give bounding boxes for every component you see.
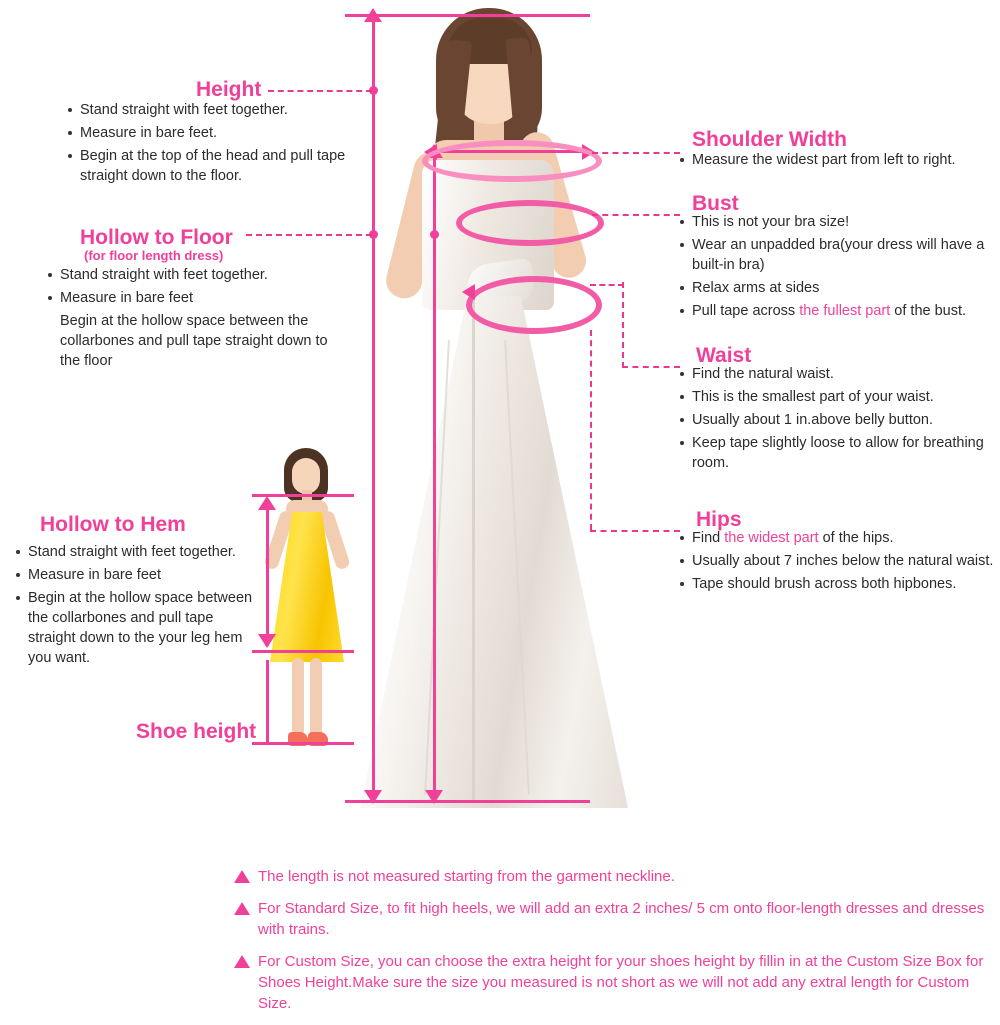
list-item: Measure in bare feet — [14, 565, 254, 585]
hollow-to-hem-heading: Hollow to Hem — [40, 513, 186, 536]
note-item — [232, 898, 992, 940]
list-item: Tape should brush across both hipbones. — [678, 574, 998, 594]
waist-bullet-list — [678, 364, 998, 476]
list-item: Stand straight with feet together. — [14, 542, 254, 562]
hollow-to-floor-bottom-arrow — [425, 790, 443, 804]
note-text: For Standard Size, to fit high heels, we will add an extra 2 inches/ 5 cm onto floor-length dresses and dresses with trains. — [258, 900, 985, 938]
shoulder-width-bullet-list — [678, 150, 998, 173]
bust-label-leader — [592, 214, 680, 216]
list-item: Begin at the hollow space between the collarbones and pull tape straight down to the your leg hem you want. — [14, 588, 254, 668]
list-item: Measure in bare feet. — [66, 123, 356, 143]
list-item: Stand straight with feet together. — [46, 265, 346, 285]
bust-bullet-list — [678, 212, 998, 324]
hollow-to-floor-subheading: (for floor length dress) — [84, 248, 224, 263]
shoe-height-heading: Shoe height — [136, 720, 257, 743]
hollow-to-floor-leader — [246, 234, 372, 236]
list-item: Measure the widest part from left to right. — [678, 150, 998, 170]
list-item: Wear an unpadded bra(your dress will have a built-in bra) — [678, 235, 998, 275]
bride-figure-illustration — [340, 0, 640, 820]
skirt-fold — [472, 300, 475, 800]
waist-label-leader — [622, 366, 680, 368]
shoulder-measuring-band — [422, 140, 602, 182]
height-axis-line — [372, 20, 375, 802]
list-item: This is the smallest part of your waist. — [678, 387, 998, 407]
hollow-to-hem-top-arrow — [258, 496, 276, 510]
warning-triangle-icon — [234, 870, 250, 883]
shoe-height-baseline — [252, 742, 354, 745]
hips-first-prefix: Find — [692, 530, 725, 546]
shoulder-width-heading: Shoulder Width — [692, 128, 847, 151]
model-face — [292, 458, 320, 494]
hollow-to-hem-axis — [266, 500, 269, 646]
shoulder-label-leader — [592, 152, 680, 154]
list-item: Begin at the hollow space between the collarbones and pull tape straight down to the floor — [60, 313, 328, 369]
list-item: Stand straight with feet together. — [66, 100, 356, 120]
height-heading: Height — [196, 78, 262, 101]
list-item: Begin at the top of the head and pull tape straight down to the floor. — [66, 146, 356, 186]
hips-first-suffix: of the hips. — [818, 530, 894, 546]
note-item — [232, 866, 992, 887]
list-item: Relax arms at sides — [678, 278, 998, 298]
note-text: For Custom Size, you can choose the extra height for your shoes height by fillin in at the Custom Size Box for Shoes Height.Make sure the size you measured is not short as we will not add any extral length for Custom Size. — [258, 953, 984, 1012]
bust-last-highlight: the fullest part — [799, 303, 891, 319]
waist-heading: Waist — [696, 344, 752, 367]
height-bullet-list — [66, 100, 356, 189]
hips-heading: Hips — [696, 508, 742, 531]
waist-leader-vertical — [622, 282, 624, 368]
list-item: Keep tape slightly loose to allow for breathing room. — [678, 433, 998, 473]
hollow-to-floor-axis — [433, 150, 436, 802]
model-right-leg — [310, 658, 322, 736]
hollow-to-hem-bottom-bar — [252, 650, 354, 653]
note-text: The length is not measured starting from the garment neckline. — [258, 868, 675, 885]
footer-notes — [232, 866, 992, 1025]
height-label-leader — [268, 90, 372, 92]
list-item: Usually about 7 inches below the natural waist. — [678, 551, 998, 571]
bust-heading: Bust — [692, 192, 739, 215]
list-item: Find the natural waist. — [678, 364, 998, 384]
bust-measuring-band — [456, 200, 604, 246]
list-item-highlighted — [678, 528, 998, 548]
list-item: This is not your bra size! — [678, 212, 998, 232]
height-bottom-bar — [345, 800, 590, 803]
note-item — [232, 951, 992, 1014]
hollow-to-hem-bullet-list — [14, 542, 254, 671]
list-item: Usually about 1 in.above belly button. — [678, 410, 998, 430]
hips-leader-vertical — [590, 330, 592, 530]
waist-leader-top — [590, 284, 624, 286]
hollow-to-floor-bullet-list — [46, 265, 346, 374]
waist-measuring-band — [466, 276, 602, 334]
bust-last-prefix: Pull tape across — [692, 303, 800, 319]
warning-triangle-icon — [234, 902, 250, 915]
warning-triangle-icon — [234, 955, 250, 968]
bust-last-suffix: of the bust. — [890, 303, 967, 319]
hollow-to-hem-bottom-arrow — [258, 634, 276, 648]
list-item: Measure in bare feet — [46, 288, 346, 308]
list-item-highlighted — [678, 301, 998, 321]
waist-left-arrow — [462, 284, 475, 300]
hips-first-highlight: the widest part — [724, 530, 819, 546]
hips-label-leader — [590, 530, 680, 532]
model-left-leg — [292, 658, 304, 736]
shoe-height-axis — [266, 660, 269, 742]
hips-bullet-list — [678, 528, 998, 597]
hollow-to-floor-heading: Hollow to Floor — [80, 226, 233, 249]
bride-dress-skirt — [360, 296, 628, 808]
